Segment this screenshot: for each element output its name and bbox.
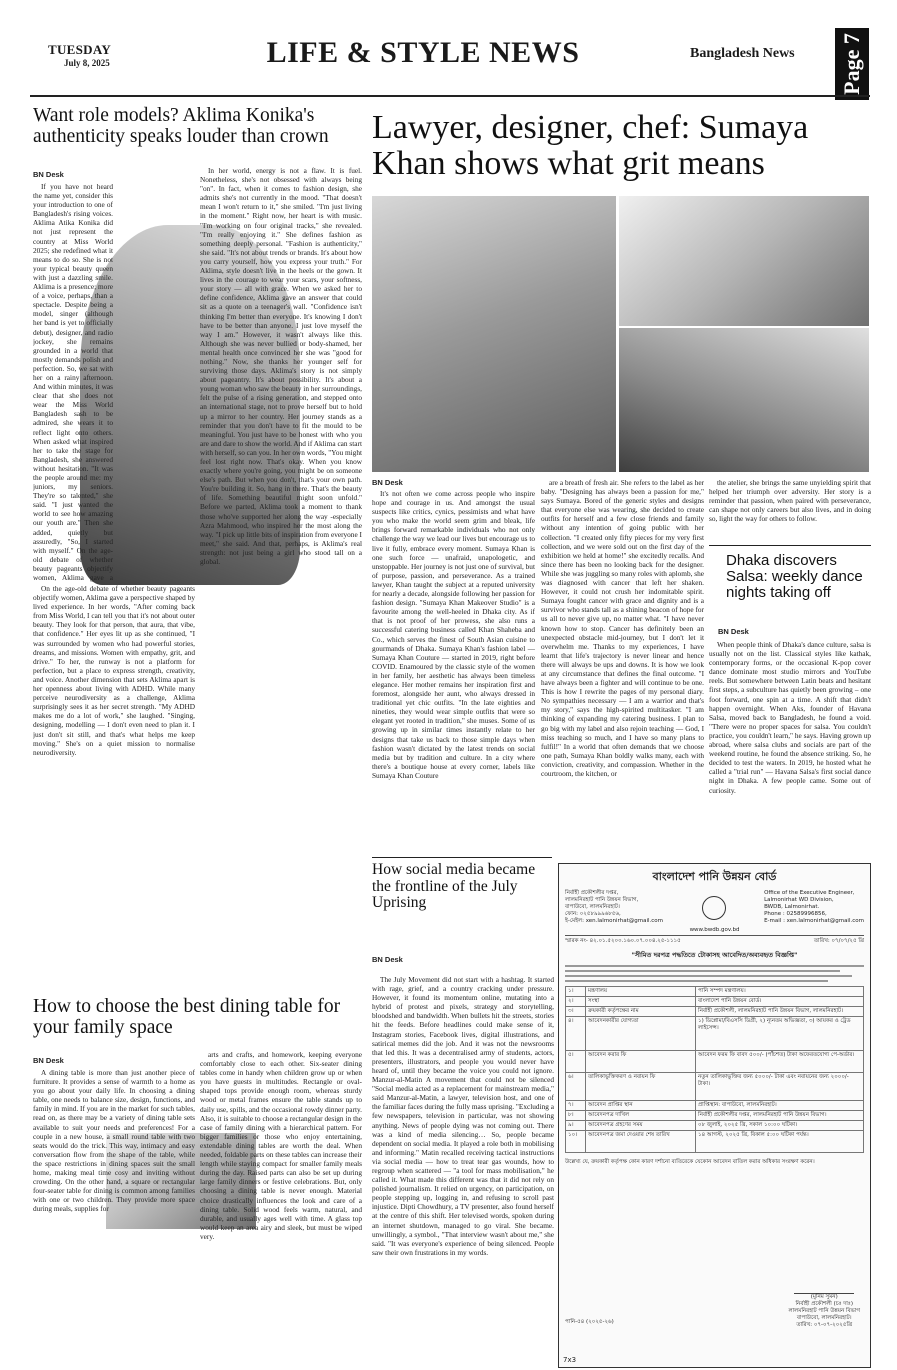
- byline-uprising: BN Desk: [372, 955, 403, 964]
- advert-row: ৯। আবেদনপত্র গ্রহণের সময় ০৮ জুলাই, ২০২৫ খ্রি, সকাল ১০:০০ ঘটিকা।: [566, 1121, 863, 1131]
- aklima-column-1: If you have not heard the name yet, consider this your introduction to one of Bangladesh's rising voices. Aklima Atika Konika did not just represent the country at Miss World 2025; she redefined what it means to do so. She is not your typical beauty queen with just a dazzling smile. Aklima is a presence; more of a voice, perhaps, than a spectacle. Despite being a model, singer (although her band is yet to officially debut), designer, and radio jockey, she remains grounded in a world that mostly demands polish and perfection. So, we sat with her on a rainy afternoon. And within minutes, it was clear that she does not wear the Miss World Bangladesh sash to be admired, she wears it to reflect light onto others. When asked what inspired her to take the stage for Bangladesh, she answered without hesitation. "It was the people around me: my juniors, my seniors. They're so talented," she said. "I just wanted the world to see how amazing our youth are." Then she added, quietly but assuredly, "So, I started with myself." On the age-old debate of whether beauty pageants objectify women, Aklima gave a: [33, 182, 113, 582]
- advert-row: ২। সংস্থা বাংলাদেশ পানি উন্নয়ন বোর্ড।: [566, 997, 863, 1007]
- salsa-body: When people think of Dhaka's dance culture, salsa is usually not on the list. Classical styles like kathak, contemporary forms, or the occasional K-pop cover dance dominate most studio mirrors and YouTube reels. But somewhere between Latin beats and hesitant first steps, a subculture has quietly been growing – one foot forward, one spin at a time. A shift that didn't happen overnight. When Aks, founder of Havana Salsa, moved back to Bangladesh, he found a void. "There were no proper spaces for salsa. You couldn't practice, you couldn't learn," he says. Having grown up abroad, where salsa clubs and socials are part of the weekend routine, he found the absence striking. So, he decided to test the waters. In 2019, he hosted what he called a "trial run" — Havana Salsa's first social dance night in Dhaka. A few people came. Some out of curiosity.: [709, 640, 871, 795]
- advert-size-tag: 7x3: [563, 1356, 577, 1364]
- dining-column-1: A dining table is more than just another piece of furniture. It provides a sense of warmth to a home as you go about your daily life. In choosing a dining table, one needs to balance size, design, functions, and family in mind. If you are in the market for such tables, read on, as there may be a variety of dining table sets available to suit your needs and preferences! For a couple in a new house, a small round table with two seats would do the trick. This way, intimacy and easy conversation flow from the shape of the table, while the space restrictions in dining spaces suit the small home, making meal time cosy and inviting without crowding. On the other hand, a square or rectangular four-seater table for dining is common among families with one or two children. They provide more space during meals, supplies for: [33, 1068, 195, 1214]
- masthead-day: TUESDAY: [48, 42, 112, 57]
- advert-footer-note: উল্লেখ্য যে, ক্রয়কারী কর্তৃপক্ষ কোন কারণ দর্শানো ব্যতিরেকে যেকোন আবেদন বাতিল করার অধিকার সংরক্ষণ করেন।: [565, 1159, 815, 1165]
- advert-row: ৭। আবেদন প্রাপ্তির স্থান প্রাপ্তিস্থান: বাপাউবো, লালমনিরহাট।: [566, 1101, 863, 1111]
- byline-sumaya: BN Desk: [372, 478, 403, 487]
- advert-code: পানি-৫৪ (২০২৫-২৬): [565, 1319, 614, 1325]
- bwdb-logo-icon: [702, 896, 726, 920]
- page-number-tab: [835, 28, 869, 100]
- uprising-rule: [372, 857, 552, 858]
- advert-row: ৮। আবেদনপত্র দাখিল নির্বাহী প্রকৌশলীর দপ্তর, লালমনিরহাট পানি উন্নয়ন বিভাগ।: [566, 1111, 863, 1121]
- masthead-date: July 8, 2025: [64, 58, 110, 68]
- paper-name: Bangladesh News: [690, 46, 795, 61]
- aklima-column-1-lower: On the age-old debate of whether beauty pageants objectify women, Aklima gave a perspective shaped by lived experience. In her words, "After coming back from Miss World, I can tell you that it's not about outer beauty. They look for that person, that aura, that vibe, that confidence." Her eyes lit up as she continued, "I was surrounded by women who had powerful stories, dreams, and missions. Women with empathy, grit, and drive." To her, the runway is not a platform for perfection, but a place to express strength, creativity, and voice. Another dimension that sets Aklima apart is her openness about living with ADHD. While many perceive neurodiversity as a challenge, Aklima surprisingly sees it as her secret strength. "My ADHD makes me do a lot of work," she laughed. "Singing, designing, modelling — I don't even need to plan it. I just don't sit still, and that's what helps me keep moving." She's on a quiet mission to normalise neurodiversity.: [33, 584, 195, 757]
- govt-advert: [558, 863, 871, 1368]
- advert-row: ১। মন্ত্রণালয় পানি সম্পদ মন্ত্রণালয়।: [566, 987, 863, 997]
- advert-row: ১০। আবেদনপত্র জমা দেওয়ার শেষ তারিখ ১৪ আগস্ট, ২০২৫ খ্রি, বিকাল ৫:০০ ঘটিকা পর্যন্ত।: [566, 1131, 863, 1153]
- advert-org-title: বাংলাদেশ পানি উন্নয়ন বোর্ড: [652, 870, 777, 883]
- photo-sumaya-bottom-right: [619, 328, 869, 472]
- advert-row: ৩। ক্রয়কারী কর্তৃপক্ষের নাম নির্বাহী প্রকৌশলী, লালমনিরহাট পানি উন্নয়ন বিভাগ, লালমনিরহাট।: [566, 1007, 863, 1017]
- advert-table: [565, 986, 864, 1153]
- byline-aklima: BN Desk: [33, 170, 64, 179]
- advert-notice-title: "সীমিত দরপত্র পদ্ধতিতে টোকাসহ আবেদিত/অব্যবহৃত বিজ্ঞপ্তি": [631, 951, 798, 959]
- page-number: Page 7: [839, 33, 864, 95]
- advert-date: তারিখ: ০৭/০৭/২৫ খ্রি: [813, 938, 864, 944]
- headline-aklima: Want role models? Aklima Konika's authenticity speaks louder than crown: [33, 105, 329, 148]
- headline-salsa: Dhaka discovers Salsa: weekly dance nights taking off: [726, 552, 863, 602]
- headline-uprising: How social media became the frontline of the July Uprising: [372, 861, 536, 912]
- aklima-column-2: In her world, energy is not a flaw. It is fuel. Nonetheless, she's not obsessed with always being "on". In fact, when it comes to fashion design, she admits she's not currently in the mood. "That doesn't mean I won't return to it," she smiled. "I'm just living in the moment." Right now, her heart is with music. "I'm working on four original tracks," she revealed. "I'm really enjoying it." She defines fashion as something deeply personal. "Fashion is authenticity," she said. "It's not about trends or brands. It's about how you carry yourself, how you express your truth." For Aklima, style doesn't live in the heels or the gown. It lives in the courage to wear your scars, your softness, your story — all with grace. When we asked her to define confidence, Aklima gave an answer that could sit as a quote on a teenager's wall. "Confidence isn't thinking I'm better than everyone. It's knowing I don't have to be better than anyone. I just love myself the way I am." However, it wasn't always like this. Although she was never bullied or body-shamed, her mental health once convinced her she was "good for nothing." Now, she thanks her younger self for surviving those days. Aklima's story is not simply about pageantry. It's about possibility. It's about a young woman who saw the beauty in her surroundings, felt the pulse of a rising generation, and stepped onto an international stage, not to prove herself but to hold up a mirror to her country. Her journey stands as a reminder that you don't have to fit the mould to be meaningful. You just have to be honest with who you are and dare to show the world. And if Aklima can start with herself, so can you. In her own words, "You might feel lost right now. That's okay. When you know exactly where you're going, you might be on someone else's path. But when you don't, that's your own path. You're building it. So, hang in there. That's the beauty of life. Something beautiful might soon unfold." Before we parted, Aklima took a moment to thank those who've supported her along the way -especially Azra Mahmood, who inspired her the most along the way. "I pick up little bits of inspiration from everyone I meet," she said. And that, perhaps, is Aklima's real strength: not just being a girl who stood tall on a global.: [200, 166, 362, 567]
- signature-icon: [794, 1280, 854, 1294]
- advert-web: www.bwdb.gov.bd: [689, 927, 740, 933]
- advert-right-address: Office of the Executive Engineer, Lalmonirhat WD Division, BWDB, Lalmonirhat. Phone : 02589996856, E-mail : xen.lalmonirhat@gmail.com: [764, 890, 864, 924]
- advert-body-line: [565, 975, 852, 977]
- uprising-body: The July Movement did not start with a hashtag. It started with rage, grief, and a country cracking under pressure. However, it found its momentum online, mutating into a hybrid of protest and pixels, strategy and storytelling, bloodshed and bandwidth. When bullets hit the streets, stories hit the feeds. Before headlines could make sense of it, Instagram stories, Facebook lives, digital illustrations, and satirical memes did the job. And it was not the newsrooms that led this. It was a decentralised army of students, actors, presenters, illustrators, and people you would never have heard of, until they became the voice you could not ignore. Manzur-al-Matin A movement that could not be silenced "Social media acted as a replacement for mainstream media," said Manzur-al-Matin, a lawyer, television host, and one of the familiar faces during the fully mass uprising. "Excluding a few newspapers, television in particular, was not showing anything. News of people dying was not coming out. There was a kind of media silencing… So, people became dependent on social media. It played a role both in mobilising and informing." Matin recalled receiving tactical instructions via social media — how to treat tear gas wounds, how to regroup when scattered — "a tool for mass mobilisation," he called it. What made this different was that it did not rely on polished journalism. It relied on urgency, on participation, on people stepping up, logging in, and refusing to scroll past injustice. Dipti Chowdhury, a TV presenter, also found herself at the centre of this shift. Her televised words, spoken during an internet shutdown, managed to go viral. She became. unwillingly, a symbol., "That interview wasn't about me," she said. "It was everyone's experience of being silenced. People saw their own frustrations in my words.: [372, 975, 554, 1257]
- byline-dining: BN Desk: [33, 1056, 64, 1065]
- photo-sumaya-main: [372, 196, 616, 472]
- headline-sumaya: Lawyer, designer, chef: Sumaya Khan shows what grit means: [372, 109, 809, 182]
- section-title: LIFE & STYLE NEWS: [266, 36, 580, 69]
- sumaya-column-2: are a breath of fresh air. She refers to the label as her baby. "Designing has always been a passion for me," says Sumaya. Bored of the generic styles and designs that everyone else was wearing, she decided to create outfits for herself and a few close friends and family without any intention of going public with her collection. "I created only fifty pieces for my very first collection, and we were sold out on the first day of the exhibition we held at home!" she excitedly recalls. And since there has been no looking back for the designer. While she was juggling so many roles with aplomb, she was diagnosed with cancer that left her shaken. However, it could not crush her indomitable spirit. Sumaya fought cancer with grace and dignity and is a survivor who stands tall as a shining beacon of hope for us all to never give up, no matter what. "I have never known how to stop. Cancer has definitely been an unexpected obstacle mid-journey, but I don't let it overwhelm me. Thanks to my experiences, I have learnt that life's trajectory is never linear and hence there will always be ups and downs. It is how we look at any circumstance that defines the final outcome. "I have always been a fighter and will continue to be one. This is how I rewrite the pages of my personal diary. No sympathies necessary — I am a warrior and that's my story," says the high-spirited multitasker. "I am thinking of expanding my catering business. I plan to go big with my label and also rejoin teaching — God, I miss teaching so much, and I have so many plans to fulfil!" In a world that often demands that we choose one path, Sumaya Khan boldly walks many, each with conviction, creativity, and compassion. Whether in the courtroom, the kitchen, or: [541, 478, 704, 778]
- masthead-rule: [30, 95, 870, 97]
- advert-memo: স্মারক নং- ৪২.০১.৫২০০.১৬০.০৭.০০৪.২৫-১১১৫: [565, 938, 681, 944]
- advert-row: ৬। তালিকাভুক্তিকরণ ও নবায়ন ফি নতুন তালিকাভুক্তির জন্য ৫০০০/- টাকা এবং নবায়নের জন্য ২০০০/- টাকা।: [566, 1073, 863, 1101]
- byline-salsa: BN Desk: [718, 627, 749, 636]
- photo-sumaya-top-right: [619, 196, 869, 326]
- headline-dining: How to choose the best dining table for your family space: [33, 996, 341, 1039]
- advert-row: ৪। আবেদনকারীর যোগ্যতা ১) ডিপ্লোমা/বিএসসি ডিগ্রী, ২) ন্যূনতম অভিজ্ঞতা, ৩) আয়কর ও ট্রেড লাইসেন্স।: [566, 1017, 863, 1051]
- advert-row: ৫। আবেদন করার ফি আবেদন ফরম ফি বাবদ ৫০০/- (পাঁচশত) টাকা অফেরতযোগ্য পে-অর্ডার।: [566, 1051, 863, 1073]
- advert-body-line: [565, 970, 840, 972]
- advert-body-line: [565, 965, 864, 967]
- dining-column-2: arts and crafts, and homework, keeping everyone comfortably close to each other. Six-seater dining tables come in handy when children grow up or when you have guests in multitudes. Rectangle or oval-shaped tops provide enough room, whereas sturdy wood or metal frames ensure the table stands up to daily use, spills, and the occasional rowdy dinner party. Also, it is suitable to choose a rectangular design in the case of family dining with a hierarchical pattern. For bigger families or those who enjoy entertaining, extendable dining tables are worth the deal. When needed, foldable parts on these tables can increase their length while staying compact for smaller family meals during the day. Raised parts can also be set up during large family dinners or festive celebrations. But, only choosing a dining table is never enough. Material choice drastically influences the look and care of a dining table. Solid wood feels warm, natural, and durable, and usually ages well with time. A glass top would keep an area airy and sleek, but must be wiped very.: [200, 1050, 362, 1241]
- advert-left-address: নির্বাহী প্রকৌশলীর দপ্তর, লালমনিরহাট পানি উন্নয়ন বিভাগ, বাপাউবো, লালমনিরহাট। ফোন: ০২৫৮৯৯৯৬৮৫৬, ই-মেইল: xen.lalmonirhat@gmail.com: [565, 890, 664, 924]
- advert-body-line: [565, 980, 828, 982]
- sumaya-column-1: It's not often we come across people who inspire hope and courage in us. And amongst the usual suspects like critics, cynics, pessimists and what have you who make the world seem grim and bleak, life brings forward remarkable individuals who not only challenge the way we lead our lives but encourage us to live it fully, embrace every moment. Sumaya Khan is one such force — unafraid, unapologetic, and unstoppable. Her journey is not just one of survival, but of purpose, passion, and perseverance. As a trained lawyer, Khan taught the subject at a reputed university for nearly a decade, alongside following her passion for fashion design. "Sumaya Khan Makeover Studio" is a favourite among the well-heeled in Dhaka city. As if that is not proof of her prowess, she also runs a successful catering business called Khan Shaheba and Co., which serves the finest of South Asian cuisine to gourmands of Dhaka. Sumaya Khan's fashion label — Sumaya Khan Couture — started in 2019, right before COVID. Enamoured by the classic style of the women in her family, her aesthetic has always been timeless elegance. Her mother remains her inspiration first and foremost, alongside her aunt, who always dressed in traditional yet chic outfits. "In the late eighties and nineties, they would wear simple outfits that were so elegant yet rooted in tradition," she muses. Some of us growing up in similar times instantly relate to her designs that take us back to those simple days when fashion wasn't dictated by the latest trends on social media but by tradition and culture. In a city where there's a boutique house at every corner, labels like Sumaya Khan Couture: [372, 489, 535, 780]
- sumaya-column-3: the atelier, she brings the same unyielding spirit that helped her triumph over adversity. Her story is a reminder that passion, when paired with perseverance, can shape not only careers but also lives, and in doing so, light the way for others to follow.: [709, 478, 871, 524]
- advert-signature-block: (মুনিম সুমন) নির্বাহী প্রকৌশলী (চঃ দাঃ) লালমনিরহাট পানি উন্নয়ন বিভাগ বাপাউবো, লালমনিরহাট। তারিখ: ০৭-০৭-২০২৫খ্রি: [788, 1280, 860, 1329]
